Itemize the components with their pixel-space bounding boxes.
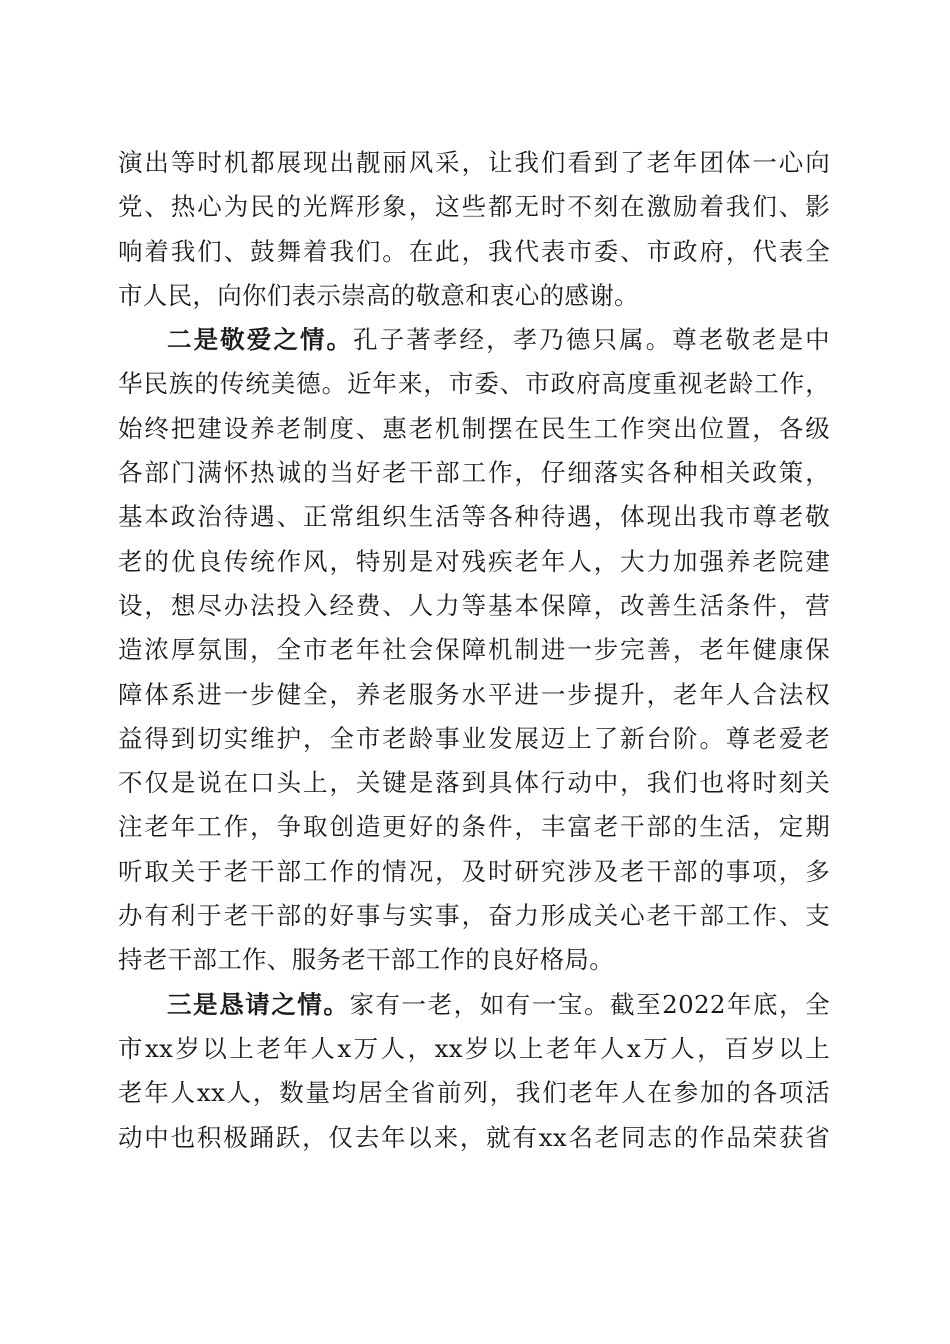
- document-body: [118, 141, 830, 1160]
- text-line: 演出等时机都展现出靓丽风采，让我们看到了老年团体一心向: [118, 148, 830, 177]
- paragraph-first-text: 孔子著孝经，孝乃德只属。尊老敬老是中: [353, 325, 830, 355]
- text-line: 设，想尽办法投入经费、人力等基本保障，改善生活条件，营: [118, 590, 830, 620]
- text-line: 始终把建设养老制度、惠老机制摆在民生工作突出位置，各级: [118, 413, 830, 443]
- paragraph-lead: 三是恳请之情。: [167, 989, 350, 1019]
- text-line: 市人民，向你们表示崇高的敬意和衷心的感谢。: [118, 280, 639, 310]
- text-line: 障体系进一步健全，养老服务水平进一步提升，老年人合法权: [118, 679, 830, 709]
- text-line: 响着我们、鼓舞着我们。在此，我代表市委、市政府，代表全: [118, 236, 830, 266]
- paragraph-request: [118, 983, 830, 1160]
- text-line: 基本政治待遇、正常组织生活等各种待遇，体现出我市尊老敬: [118, 502, 830, 532]
- text-line: 老年人xx人，数量均居全省前列，我们老年人在参加的各项活: [118, 1078, 830, 1108]
- text-line: 老的优良传统作风，特别是对残疾老年人，大力加强养老院建: [118, 546, 830, 576]
- text-line: 动中也积极踊跃，仅去年以来，就有xx名老同志的作品荣获省: [118, 1122, 830, 1152]
- text-line: 持老干部工作、服务老干部工作的良好格局。: [118, 945, 614, 975]
- text-line: 不仅是说在口头上，关键是落到具体行动中，我们也将时刻关: [118, 768, 830, 798]
- text-line-first: [118, 318, 830, 362]
- paragraph-respect: [118, 318, 830, 982]
- paragraph-continuation: [118, 141, 830, 318]
- text-line: 党、热心为民的光辉形象，这些都无时不刻在激励着我们、影: [118, 192, 830, 222]
- text-line: 注老年工作，争取创造更好的条件，丰富老干部的生活，定期: [118, 812, 830, 842]
- text-line-first: [118, 983, 830, 1027]
- text-line: 市xx岁以上老年人x万人，xx岁以上老年人x万人，百岁以上: [118, 1033, 830, 1063]
- text-line: 办有利于老干部的好事与实事，奋力形成关心老干部工作、支: [118, 901, 830, 931]
- text-line: 益得到切实维护，全市老龄事业发展迈上了新台阶。尊老爱老: [118, 723, 830, 753]
- text-line: 华民族的传统美德。近年来，市委、市政府高度重视老龄工作，: [118, 369, 830, 399]
- text-line: 各部门满怀热诚的当好老干部工作，仔细落实各种相关政策，: [118, 458, 830, 488]
- paragraph-first-text: 家有一老，如有一宝。截至2022年底，全: [349, 989, 830, 1019]
- text-line: 造浓厚氛围，全市老年社会保障机制进一步完善，老年健康保: [118, 635, 830, 665]
- text-line: 听取关于老干部工作的情况，及时研究涉及老干部的事项，多: [118, 856, 830, 886]
- paragraph-lead: 二是敬爱之情。: [167, 325, 354, 355]
